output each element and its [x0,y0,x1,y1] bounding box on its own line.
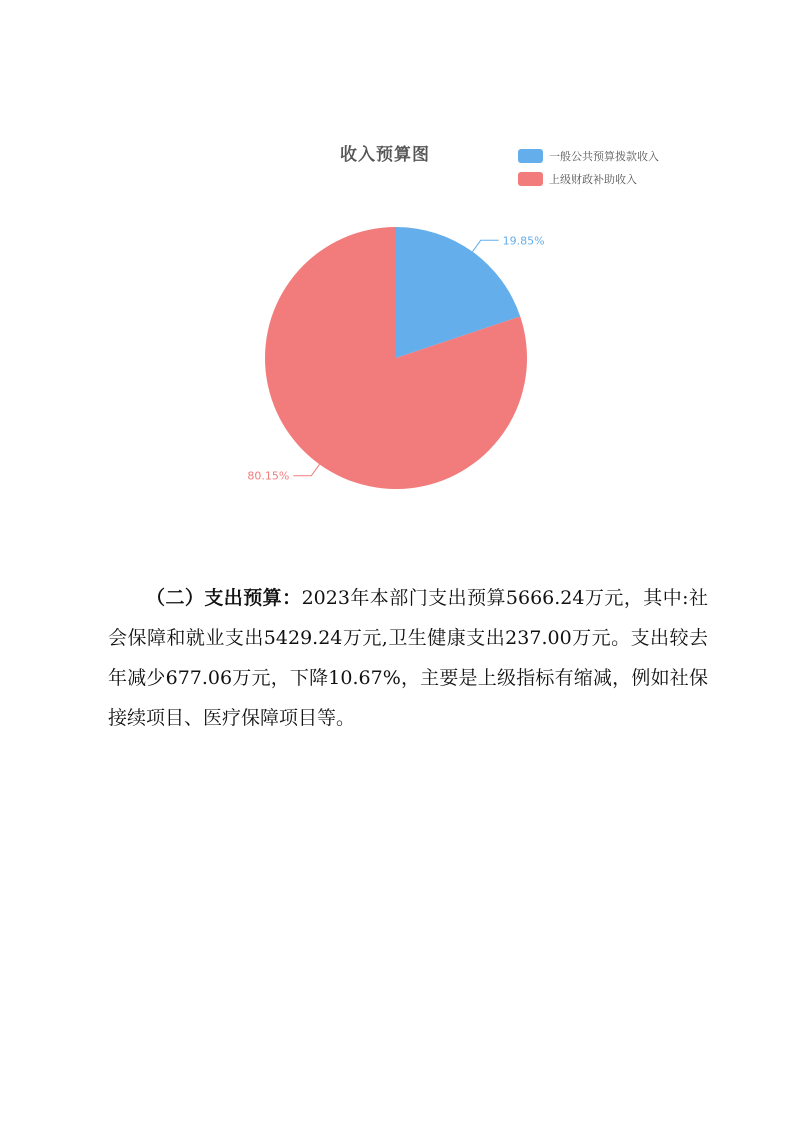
chart-title: 收入预算图 [340,145,430,165]
leader-line-1 [293,464,319,475]
legend-label: 上级财政补助收入 [549,172,637,186]
pie-value-label-0: 19.85% [502,234,545,248]
leader-line-0 [472,240,498,251]
section-heading: （二）支出预算： [146,587,302,609]
legend-label: 一般公共预算拨款收入 [549,149,659,163]
pie-chart [0,0,793,560]
pie-slices [265,227,527,489]
pie-value-label-1: 80.15% [247,469,290,483]
section-body: 2023年本部门支出预算5666.24万元，其中:社会保障和就业支出5429.24万元,卫生健康支出237.00万元。支出较去年减少677.06万元，下降10.67%，主要是上级指标有缩减，例如社保接续项目、医疗保障项目等。 [108,587,708,729]
expenditure-section [108,578,708,738]
expenditure-paragraph [108,578,708,738]
